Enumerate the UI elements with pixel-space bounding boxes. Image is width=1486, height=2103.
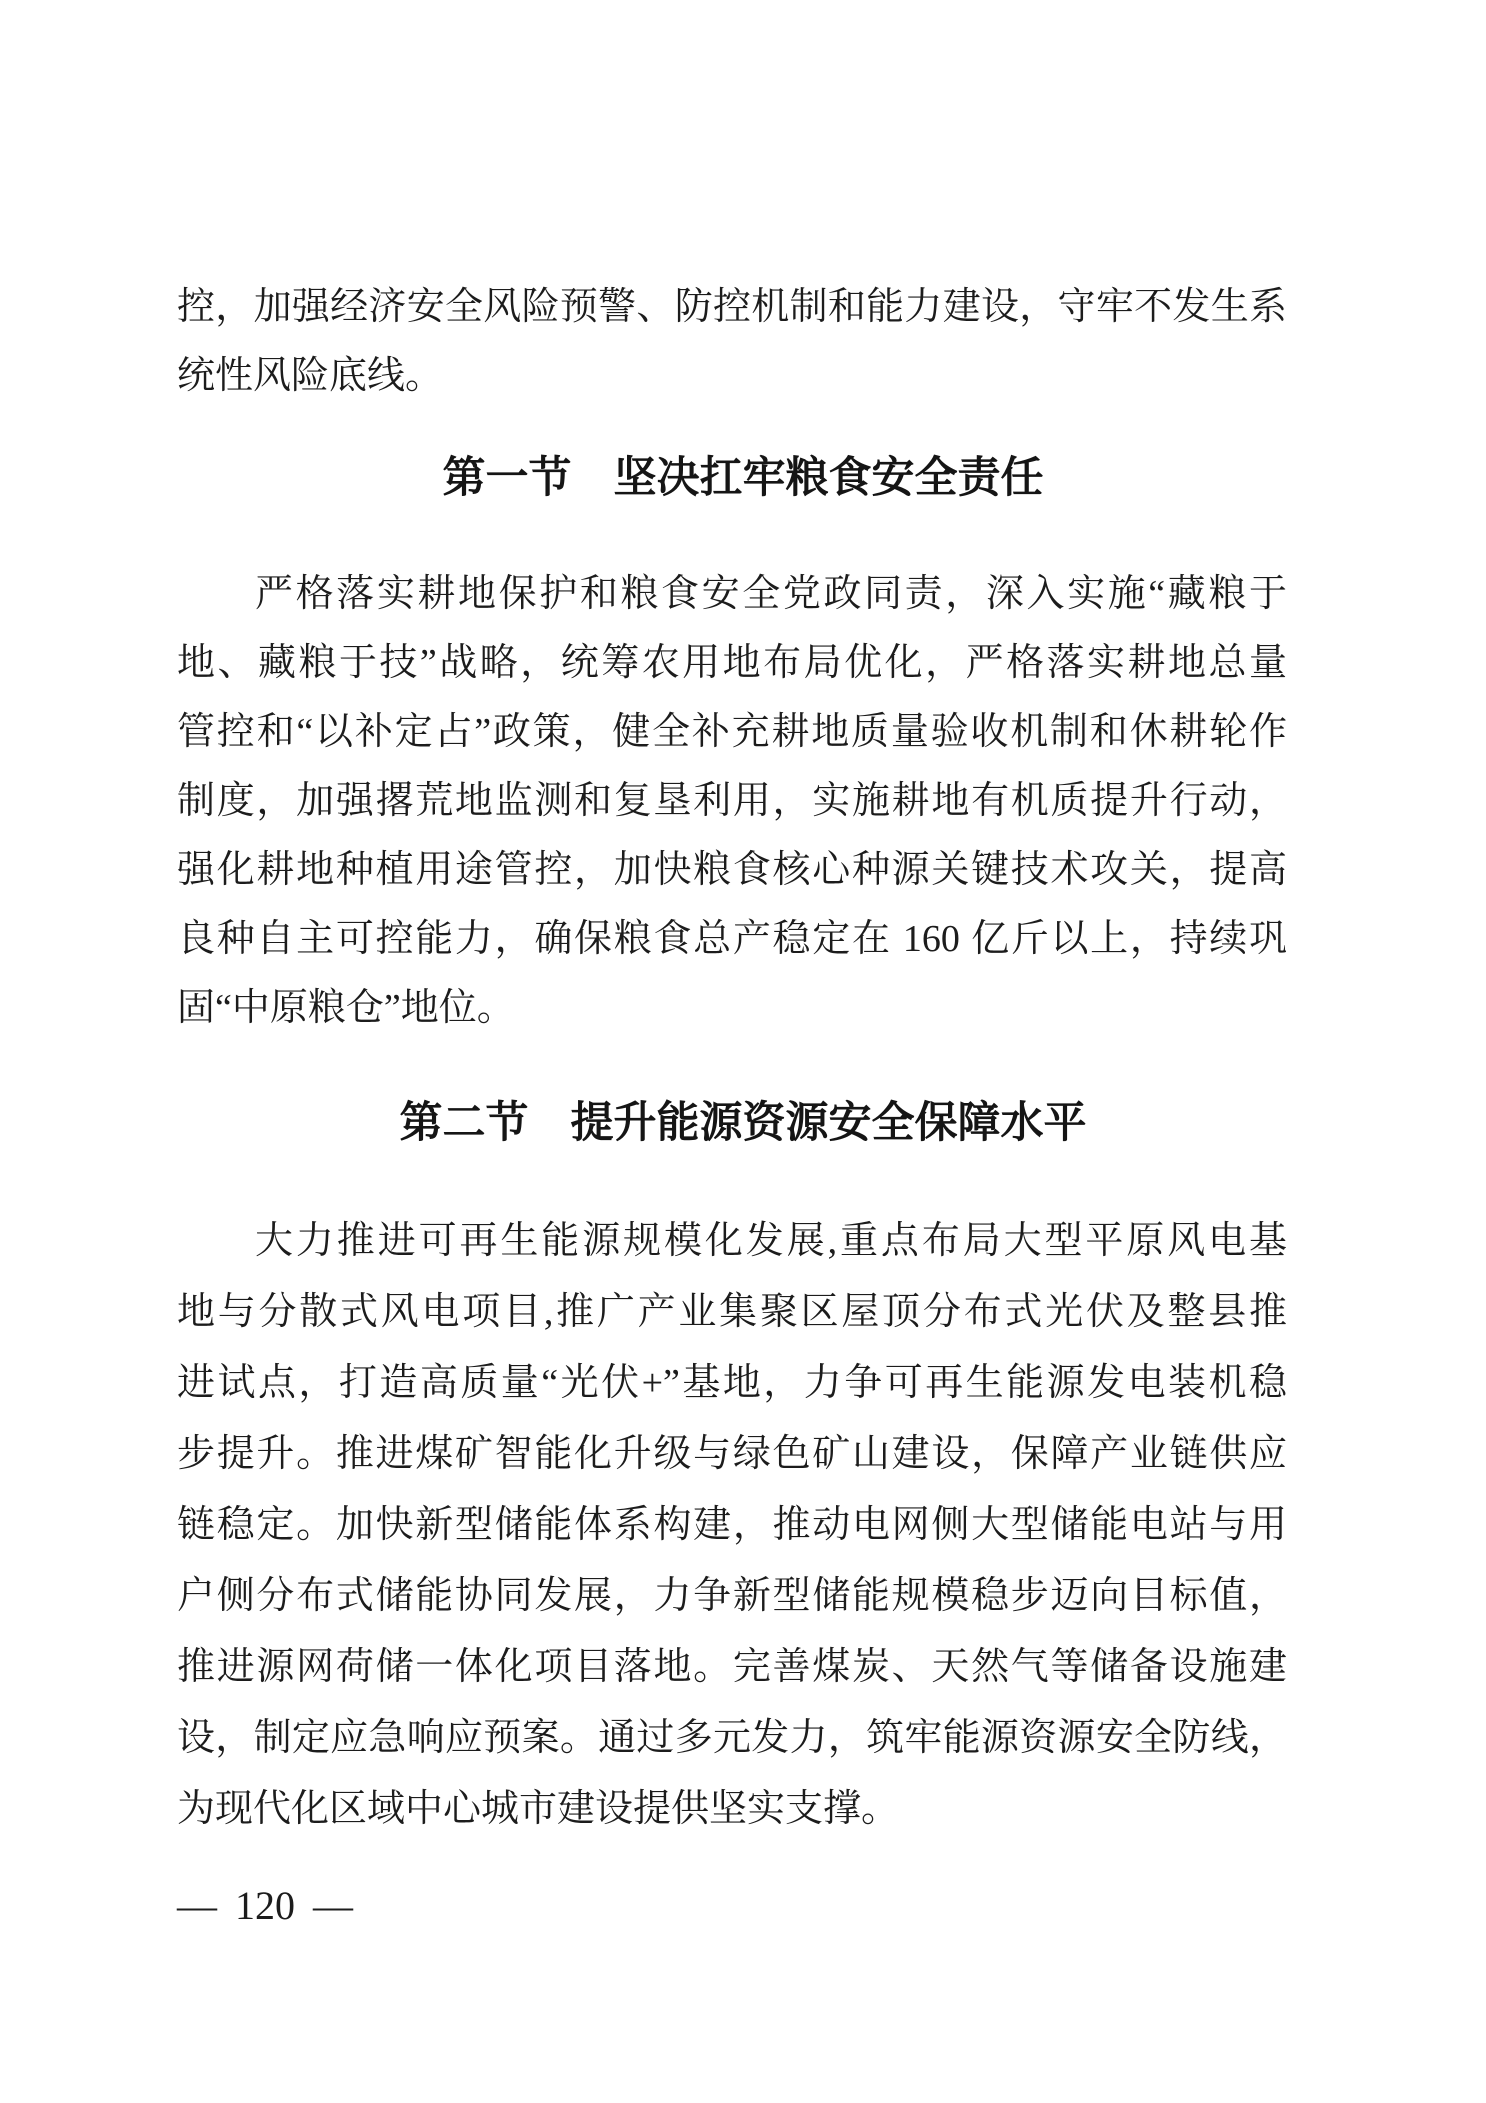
body-line: 链稳定。加快新型储能体系构建，推动电网侧大型储能电站与用 <box>177 1504 1287 1546</box>
body-line: 严格落实耕地保护和粮食安全党政同责，深入实施“藏粮于 <box>255 573 1287 615</box>
body-line: 地与分散式风电项目,推广产业集聚区屋顶分布式光伏及整县推 <box>177 1291 1287 1333</box>
body-line: 管控和“以补定占”政策，健全补充耕地质量验收机制和休耕轮作 <box>177 711 1287 753</box>
paragraph-risk-control <box>177 273 1287 411</box>
body-line: 进试点，打造高质量“光伏+”基地，力争可再生能源发电装机稳 <box>177 1362 1287 1404</box>
page-number: 120 <box>235 1883 295 1928</box>
body-line: 控，加强经济安全风险预警、防控机制和能力建设，守牢不发生系 <box>177 286 1287 328</box>
body-line: 大力推进可再生能源规模化发展,重点布局大型平原风电基 <box>255 1220 1287 1262</box>
body-line: 强化耕地种植用途管控，加快粮食核心种源关键技术攻关，提高 <box>177 849 1287 891</box>
paragraph-energy-security <box>177 1206 1287 1845</box>
footer-dash-right: — <box>313 1883 353 1928</box>
section-1-title: 坚决扛牢粮食安全责任 <box>613 454 1044 502</box>
body-line: 固“中原粮仓”地位。 <box>177 987 515 1029</box>
body-line: 户侧分布式储能协同发展，力争新型储能规模稳步迈向目标值， <box>177 1575 1287 1617</box>
body-line: 地、藏粮于技”战略，统筹农用地布局优化，严格落实耕地总量 <box>177 642 1287 684</box>
body-line: 制度，加强撂荒地监测和复垦利用，实施耕地有机质提升行动， <box>177 780 1287 822</box>
body-line: 步提升。推进煤矿智能化升级与绿色矿山建设，保障产业链供应 <box>177 1433 1287 1475</box>
section-1-heading <box>0 452 1486 504</box>
section-2-heading <box>0 1097 1486 1149</box>
section-1-number: 第一节 <box>442 454 572 502</box>
body-line: 设，制定应急响应预案。通过多元发力，筑牢能源资源安全防线， <box>177 1717 1287 1759</box>
footer-dash-left: — <box>177 1883 217 1928</box>
paragraph-grain-security <box>177 560 1287 1043</box>
body-line: 良种自主可控能力，确保粮食总产稳定在 160 亿斤以上，持续巩 <box>177 918 1287 960</box>
body-line: 为现代化区域中心城市建设提供坚实支撑。 <box>177 1788 900 1830</box>
section-2-title: 提升能源资源安全保障水平 <box>570 1099 1087 1147</box>
body-line: 推进源网荷储一体化项目落地。完善煤炭、天然气等储备设施建 <box>177 1646 1287 1688</box>
body-line: 统性风险底线。 <box>177 355 444 397</box>
page-footer <box>177 1882 353 1930</box>
section-2-number: 第二节 <box>399 1099 529 1147</box>
